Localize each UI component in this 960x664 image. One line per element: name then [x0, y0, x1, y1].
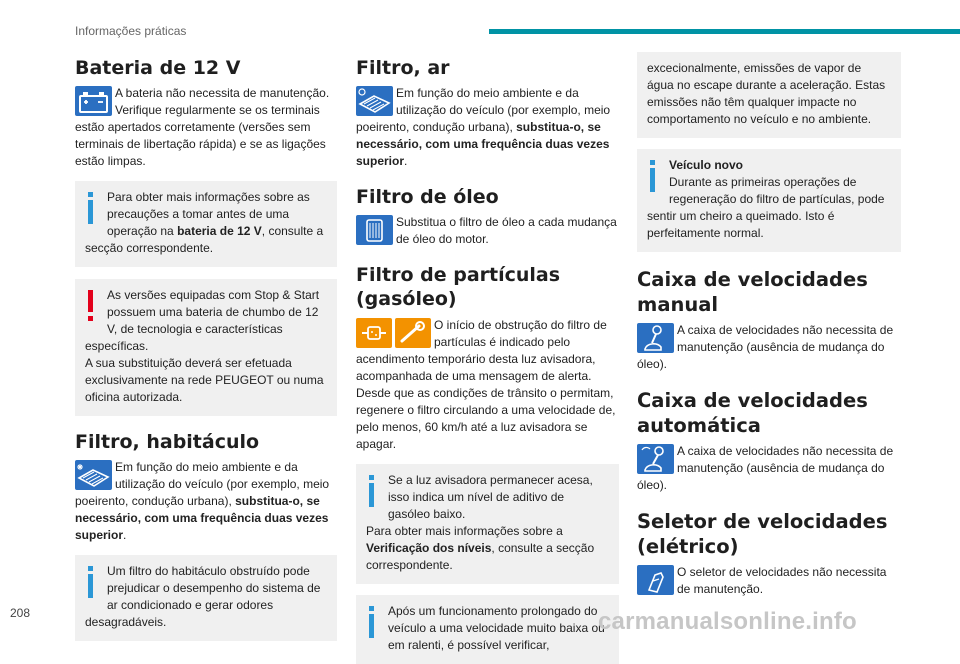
particle-filter-warning-icon — [356, 318, 431, 348]
battery-icon — [75, 86, 112, 116]
particle-filter-regeneration-note: Após um funcionamento prolongado do veículo a uma velocidade muito baixa ou em ralenti, é possível verificar, — [356, 595, 619, 664]
heading-cabin-filter: Filtro, habitáculo — [75, 431, 260, 453]
oil-filter-paragraph: Substitua o filtro de óleo a cada mudança de óleo do motor. — [356, 214, 619, 248]
automatic-gearbox-icon — [637, 444, 674, 474]
warning-mark-icon — [85, 290, 97, 322]
info-mark-icon — [366, 606, 378, 638]
gear-selector-paragraph: O seletor de velocidades não necessita de manutenção. — [637, 564, 901, 598]
new-vehicle-note: Veículo novo Durante as primeiras operações de regeneração do filtro de partículas, pode sentir um cheiro a queimado. Isto é perfeitamente normal. — [637, 149, 901, 252]
heading-oil-filter: Filtro de óleo — [356, 186, 499, 208]
battery-info-note: Para obter mais informações sobre as precauções a tomar antes de uma operação na bateria de 12 V, consulte a secção correspondente. — [75, 181, 337, 267]
running-header: Informações práticas — [75, 24, 187, 38]
watermark: carmanualsonline.info — [598, 608, 857, 635]
battery-paragraph: A bateria não necessita de manutenção. Verifique regularmente se os terminais estão apertados corretamente (versões sem terminais de libertação rápida) e se as ligações estão limpas. — [75, 86, 330, 168]
info-mark-icon — [366, 475, 378, 507]
automatic-gearbox-paragraph: A caixa de velocidades não necessita de manutenção (ausência de mudança do óleo). — [637, 444, 894, 492]
oil-filter-icon — [356, 215, 393, 245]
battery-warning-note: As versões equipadas com Stop & Start possuem uma bateria de chumbo de 12 V, de tecnologia e características específicas. A sua substituição deverá ser efetuada exclusivamente na rede PEUGEOT ou numa oficina autorizada. — [75, 279, 337, 416]
heading-gear-selector: Seletor de velocidades (elétrico) — [637, 510, 888, 558]
header-accent-bar — [489, 29, 960, 34]
heading-battery: Bateria de 12 V — [75, 57, 241, 79]
manual-gearbox-icon — [637, 323, 674, 353]
cabin-filter-info-note: Um filtro do habitáculo obstruído pode prejudicar o desempenho do sistema de ar condicionado e gerar odores desagradáveis. — [75, 555, 337, 641]
gear-selector-icon — [637, 565, 674, 595]
info-mark-icon — [647, 160, 659, 192]
manual-gearbox-paragraph: A caixa de velocidades não necessita de manutenção (ausência de mudança do óleo). — [637, 323, 894, 371]
heading-manual-gearbox: Caixa de velocidades manual — [637, 268, 868, 316]
cabin-filter-icon — [75, 460, 112, 490]
heading-particle-filter: Filtro de partículas (gasóleo) — [356, 264, 561, 310]
particle-filter-info-note: Se a luz avisadora permanecer acesa, isso indica um nível de aditivo de gasóleo baixo. Para obter mais informações sobre a Verificação dos níveis, consulte a secção correspondente. — [356, 464, 619, 584]
info-mark-icon — [85, 192, 97, 224]
column-middle — [356, 52, 619, 664]
page-number: 208 — [10, 606, 31, 620]
column-left — [75, 52, 337, 641]
heading-air-filter: Filtro, ar — [356, 57, 450, 79]
air-filter-paragraph: Em função do meio ambiente e da utilização do veículo (por exemplo, meio poeirento, condução urbana), substitua-o, se necessário, com uma frequência duas vezes superior. — [356, 86, 611, 168]
cabin-filter-paragraph: Em função do meio ambiente e da utilização do veículo (por exemplo, meio poeirento, condução urbana), substitua-o, se necessário, com uma frequência duas vezes superior. — [75, 460, 330, 542]
column-right — [637, 52, 901, 598]
heading-automatic-gearbox: Caixa de velocidades automática — [637, 389, 868, 437]
info-mark-icon — [85, 566, 97, 598]
continued-note: excecionalmente, emissões de vapor de água no escape durante a aceleração. Estas emissões não têm qualquer impacte no comportamento no veículo e no ambiente. — [637, 52, 901, 138]
air-filter-icon — [356, 86, 393, 116]
particle-filter-paragraph: O início de obstrução do filtro de partículas é indicado pelo acendimento temporário desta luz avisadora, acompanhada de uma mensagem de alerta. Desde que as condições de trânsito o permitam, regenere o filtro circulando a uma velocidade de, pelo menos, 60 km/h até a luz avisadora se apagar. — [356, 318, 616, 451]
